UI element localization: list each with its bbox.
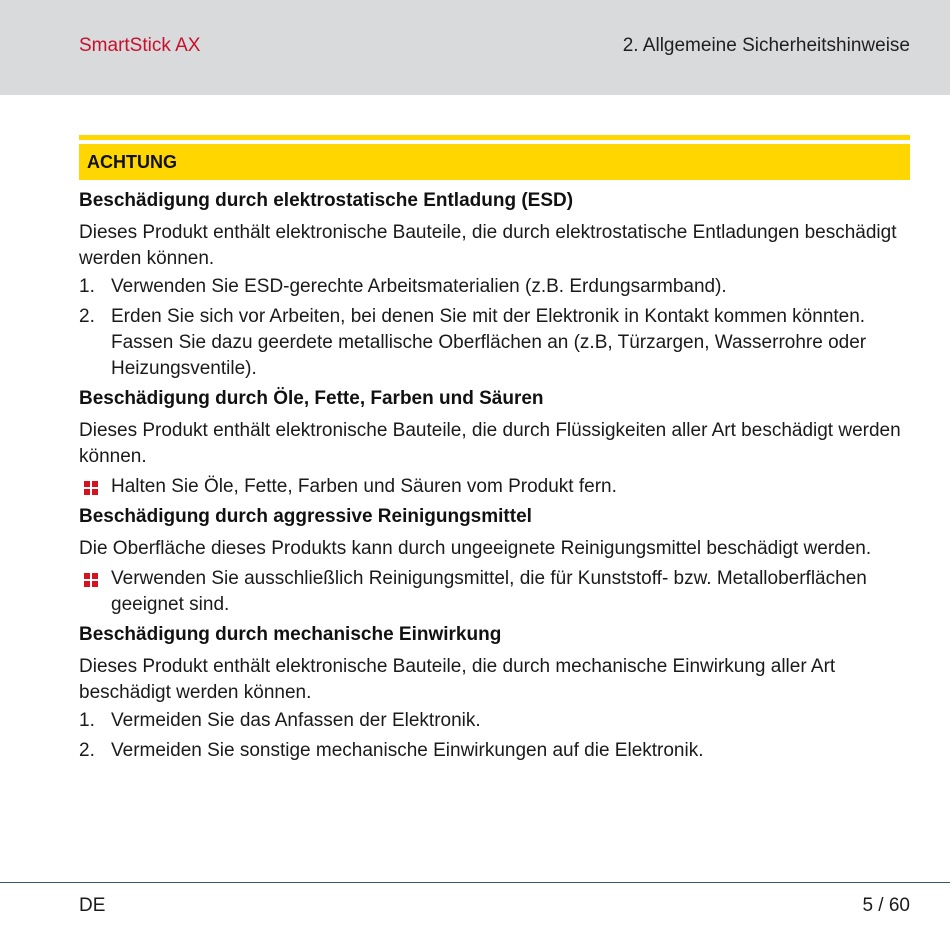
step-list-mechanical: [79, 708, 910, 764]
page-number: 5 / 60: [862, 895, 910, 916]
step-number: 2.: [79, 740, 95, 761]
warning-banner: [79, 144, 910, 180]
bullet-list-oils: [79, 474, 910, 500]
product-name: SmartStick AX: [79, 35, 201, 56]
step-text: Vermeiden Sie das Anfassen der Elektronik.: [111, 710, 481, 731]
section-text-esd: Dieses Produkt enthält elektronische Bauteile, die durch elektrostatische Entladungen beschädigt werden können.: [79, 222, 897, 269]
step-text: Verwenden Sie ESD-gerechte Arbeitsmaterialien (z.B. Erdungsarmband).: [111, 276, 727, 297]
list-item: [79, 708, 910, 734]
list-item: [79, 474, 910, 500]
page-header: [0, 0, 950, 95]
step-number: 1.: [79, 710, 95, 731]
bullet-text: Halten Sie Öle, Fette, Farben und Säuren vom Produkt fern.: [111, 476, 617, 497]
section-heading-mechanical: Beschädigung durch mechanische Einwirkung: [79, 624, 502, 645]
step-number: 2.: [79, 306, 95, 327]
step-list-esd: [79, 274, 910, 382]
list-item: [79, 738, 910, 764]
language-code: DE: [79, 895, 106, 916]
section-text-cleaning: Die Oberfläche dieses Produkts kann durch ungeeignete Reinigungsmittel beschädigt werden.: [79, 538, 872, 559]
section-heading-cleaning: Beschädigung durch aggressive Reinigungsmittel: [79, 506, 532, 527]
step-number: 1.: [79, 276, 95, 297]
list-item: [79, 274, 910, 300]
warning-rule: [79, 135, 910, 140]
step-text: Vermeiden Sie sonstige mechanische Einwirkungen auf die Elektronik.: [111, 740, 704, 761]
section-heading-esd: Beschädigung durch elektrostatische Entladung (ESD): [79, 190, 574, 211]
chapter-title: 2. Allgemeine Sicherheitshinweise: [622, 35, 910, 56]
bullet-text: Verwenden Sie ausschließlich Reinigungsmittel, die für Kunststoff- bzw. Metalloberflächen geeignet sind.: [111, 568, 867, 615]
list-item: [79, 304, 910, 382]
section-text-oils: Dieses Produkt enthält elektronische Bauteile, die durch Flüssigkeiten aller Art beschädigt werden können.: [79, 420, 901, 467]
warning-label: ACHTUNG: [87, 152, 177, 172]
footer-divider: [0, 882, 950, 883]
section-heading-oils: Beschädigung durch Öle, Fette, Farben und Säuren: [79, 388, 544, 409]
list-item: [79, 566, 910, 618]
section-text-mechanical: Dieses Produkt enthält elektronische Bauteile, die durch mechanische Einwirkung aller Art beschädigt werden können.: [79, 656, 836, 703]
square-bullet-icon: [84, 481, 98, 495]
square-bullet-icon: [84, 573, 98, 587]
bullet-list-cleaning: [79, 566, 910, 618]
step-text: Erden Sie sich vor Arbeiten, bei denen Sie mit der Elektronik in Kontakt kommen könnten. Fassen Sie dazu geerdete metallische Oberflächen an (z.B, Türzargen, Wasserrohre oder Heizungsventile).: [111, 306, 867, 379]
page-content: [79, 135, 910, 768]
